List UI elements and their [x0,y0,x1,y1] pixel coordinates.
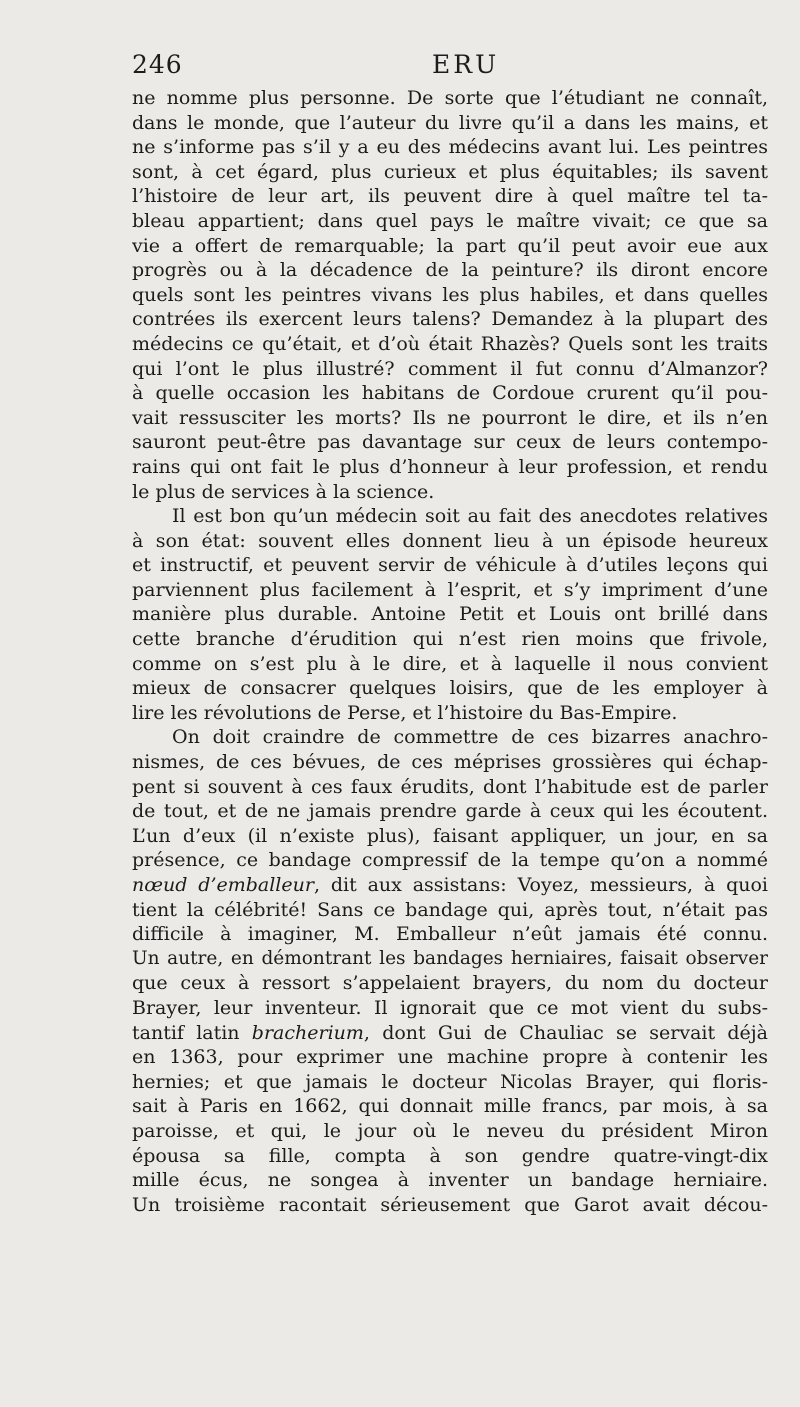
text-line: vait ressusciter les morts? Ils ne pourront le dire, et ils n’en [132,406,768,429]
paragraph-first-line: Il est bon qu’un médecin soit au fait des anecdotes relatives [172,505,768,528]
text-line: paroisse, et qui, le jour où le neveu du président Miron [132,1119,768,1142]
paragraph-end-line: lire les révolutions de Perse, et l’histoire du Bas-Empire. [132,701,678,724]
text-line: quels sont les peintres vivans les plus habiles, et dans quelles [132,283,768,306]
text-line: mieux de consacrer quelques loisirs, que de les employer à [132,677,768,700]
running-title: ERU [432,50,500,79]
text-line: parviennent plus facilement à l’esprit, et s’y impriment d’une [132,578,768,601]
text-line: difficile à imaginer, M. Emballeur n’eût jamais été connu. [132,923,768,946]
text-line: manière plus durable. Antoine Petit et Louis ont brillé dans [132,603,768,626]
paragraph-first-line: On doit craindre de commettre de ces bizarres anachro- [172,726,768,749]
text-line: Un autre, en démontrant les bandages herniaires, faisait observer [132,947,768,969]
text-line: cette branche d’érudition qui n’est rien moins que frivole, [132,628,768,651]
text-line-with-italic [132,1021,768,1046]
text-line: en 1363, pour exprimer une machine propre à contenir les [132,1046,768,1069]
paragraph-end-line: le plus de services à la science. [132,480,435,503]
text-line: hernies; et que jamais le docteur Nicolas Brayer, qui floris- [132,1070,768,1093]
text-line: à son état: souvent elles donnent lieu à un épisode heureux [132,529,768,552]
text-line: que ceux à ressort s’appelaient brayers, du nom du docteur [132,972,768,995]
italic-term: bracherium [251,1021,364,1044]
text-line: épousa sa fille, compta à son gendre quatre-vingt-dix [132,1144,768,1167]
italic-term: nœud d’emballeur [132,874,314,896]
text-line: tient la célébrité! Sans ce bandage qui, après tout, n’était pas [132,898,768,921]
line-pre-text: tantif latin [132,1021,252,1044]
text-line: comme on s’est plu à le dire, et à laquelle il nous convient [132,652,768,675]
text-line: sont, à cet égard, plus curieux et plus équitables; ils savent [132,160,768,183]
text-line: médecins ce qu’était, et d’où était Rhazès? Quels sont les traits [132,332,768,355]
text-line: nismes, de ces bévues, de ces méprises grossières qui échap- [132,751,768,774]
text-line: rains qui ont fait le plus d’honneur à leur profession, et rendu [132,455,768,478]
text-line: ne s’informe pas s’il y a eu des médecins avant lui. Les peintres [132,136,768,159]
text-line: ne nomme plus personne. De sorte que l’étudiant ne connaît, [132,87,768,109]
text-line: sait à Paris en 1662, qui donnait mille francs, par mois, à sa [132,1095,768,1118]
text-line: qui l’ont le plus illustré? comment il fut connu d’Almanzor? [132,357,768,380]
text-line: pent si souvent à ces faux érudits, dont l’habitude est de parler [132,775,768,798]
text-line: bleau appartient; dans quel pays le maître vivait; ce que sa [132,209,768,232]
body-text [132,86,768,1217]
text-line: mille écus, ne songea à inventer un bandage herniaire. [132,1169,768,1192]
text-line: contrées ils exercent leurs talens? Demandez à la plupart des [132,308,768,331]
text-line: dans le monde, que l’auteur du livre qu’il a dans les mains, et [132,111,768,134]
line-post-text: , dont Gui de Chauliac se servait déjà [363,1021,768,1044]
text-line: présence, ce bandage compressif de la tempe qu’on a nommé [132,849,768,872]
text-line: de tout, et de ne jamais prendre garde à ceux qui les écoutent. [132,800,768,823]
text-line: L’un d’eux (il n’existe plus), faisant appliquer, un jour, en sa [132,824,768,847]
text-line: Un troisième racontait sérieusement que Garot avait décou- [132,1193,768,1216]
text-line: sauront peut-être pas davantage sur ceux de leurs contempo- [132,431,768,454]
text-line: et instructif, et peuvent servir de véhicule à d’utiles leçons qui [132,554,768,577]
text-line: vie a offert de remarquable; la part qu’il peut avoir eue aux [132,234,768,257]
text-line: Brayer, leur inventeur. Il ignorait que ce mot vient du subs- [132,996,768,1019]
text-line: l’histoire de leur art, ils peuvent dire à quel maître tel ta- [132,185,768,208]
page-number: 246 [132,50,183,79]
text-line: progrès ou à la décadence de la peinture? ils diront encore [132,259,768,282]
text-line: à quelle occasion les habitans de Cordoue crurent qu’il pou- [132,382,768,405]
running-head [132,50,768,86]
text-line-with-italic [132,873,768,898]
line-post-text: , dit aux assistans: Voyez, messieurs, à quoi [313,874,768,896]
